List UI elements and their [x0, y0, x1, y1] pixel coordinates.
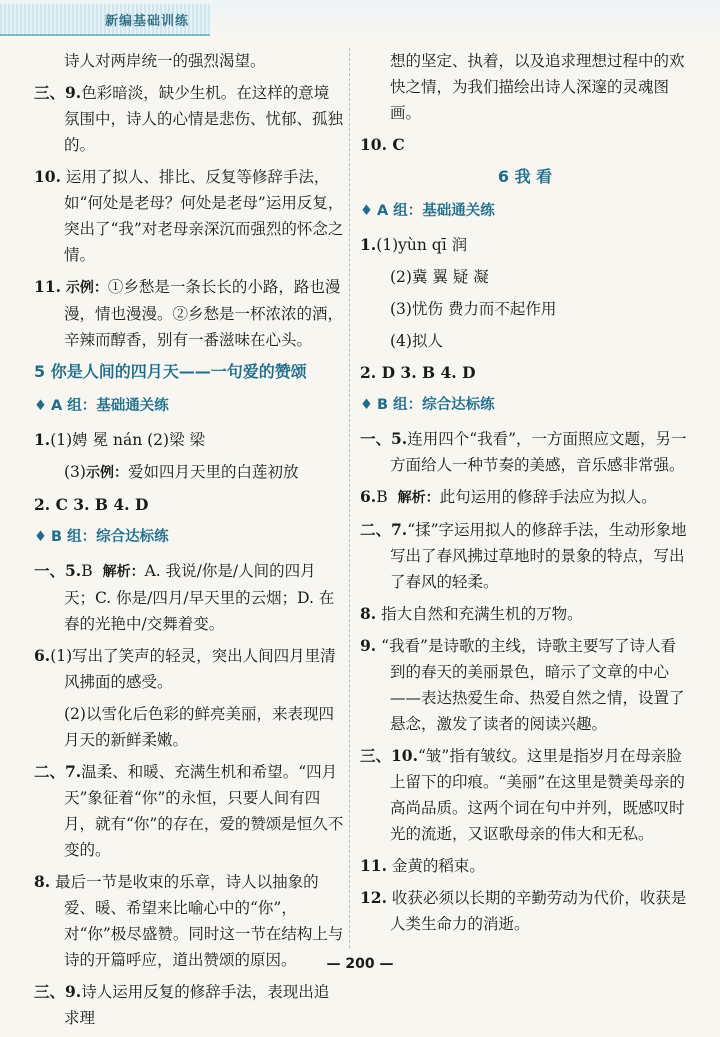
answer-r-a1-4: (4)拟人 [390, 332, 443, 350]
answer-r-a1-3: (3)忧伤 费力而不起作用 [390, 300, 557, 318]
right-column [360, 48, 690, 943]
answer-3-9: 三、9.色彩暗淡，缺少生机。在这样的意境氛围中，诗人的心情是悲伤、忧郁、孤独的。 [34, 83, 344, 154]
answer-11: 11. 示例：①乡愁是一条长长的小路，路也漫漫，情也漫漫。②乡愁是一杯浓浓的酒，辛辣而醇香，别有一番滋味在心头。 [34, 277, 344, 349]
answer-r-a2-4: 2. D 3. B 4. D [360, 363, 476, 382]
answer-a1: 1.(1)娉 冕 nán (2)梁 梁 [34, 430, 206, 449]
answer-r-b5: 一、5.连用四个“我看”，一方面照应文题，另一方面给人一种节奏的美感，音乐感非常强。 [360, 429, 687, 474]
answer-10: 10. 运用了拟人、排比、反复等修辞手法，如“何处是老母？何处是老母”运用反复，突出了“我”对老母亲深沉而强烈的怀念之情。 [34, 167, 344, 264]
section-6-title: 6 我 看 [497, 167, 553, 186]
answer-r-b10: 三、10.“皱”指有皱纹。这里是指岁月在母亲脸上留下的印痕。“美丽”在这里是赞美母亲的高尚品质。这两个词在句中并列，既感叹时光的流逝，又讴歌母亲的伟大和无私。 [360, 746, 685, 843]
section-5-title: 5 你是人间的四月天——一句爱的赞颂 [34, 362, 307, 381]
answer-r-b11: 11. 金黄的稻束。 [360, 856, 485, 875]
column-divider [349, 48, 350, 948]
answer-continuation: 诗人对两岸统一的强烈渴望。 [64, 52, 266, 70]
answer-b5: 一、5.B 解析：A. 我说/你是/人间的四月天；C. 你是/四月/早天里的云烟；D. 在春的光艳中/交舞着变。 [34, 561, 335, 633]
answer-r-b9: 9. “我看”是诗歌的主线，诗歌主要写了诗人看到的春天的美丽景色，暗示了文章的中心——表达热爱生命、热爱自然之情，设置了悬念，激发了读者的阅读兴趣。 [360, 636, 685, 733]
answer-b7: 二、7.温柔、和暖、充满生机和希望。“四月天”象征着“你”的永恒，只要人间有四月，就有“你”的存在，爱的赞颂是恒久不变的。 [34, 762, 344, 859]
diamond-icon: ♦ [360, 203, 373, 219]
brand-title: 新编基础训练 [105, 14, 190, 29]
answer-b9: 三、9.诗人运用反复的修辞手法，表现出追求理 [34, 982, 330, 1027]
answer-b6: 6.(1)写出了笑声的轻灵，突出人间四月里清风拂面的感受。 [34, 646, 336, 691]
answer-r-b7: 二、7.“揉”字运用拟人的修辞手法，生动形象地写出了春风拂过草地时的景象的特点，写出了春风的轻柔。 [360, 520, 687, 591]
answer-b6-2: (2)以雪化后色彩的鲜亮美丽，来表现四月天的新鲜柔嫩。 [64, 705, 334, 749]
page-number: — 200 — [326, 956, 394, 972]
answer-b8: 8. 最后一节是收束的乐章，诗人以抽象的爱、暖、希望来比喻心中的“你”，对“你”极尽盛赞。同时这一节在结构上与诗的开篇呼应，道出赞颂的原因。 [34, 872, 344, 969]
answer-r-b6: 6.B 解析：此句运用的修辞手法应为拟人。 [360, 487, 657, 506]
group-b-heading: ♦ B 组：综合达标练 [34, 529, 169, 545]
brand-banner [0, 4, 210, 36]
answer-r-b12: 12. 收获必须以长期的辛勤劳动为代价，收获是人类生命力的消逝。 [360, 888, 687, 933]
diamond-icon: ♦ [360, 397, 373, 413]
group-a-heading: ♦ A 组：基础通关练 [360, 203, 495, 219]
answer-r-b8: 8. 指大自然和充满生机的万物。 [360, 604, 583, 623]
group-a-heading: ♦ A 组：基础通关练 [34, 398, 169, 414]
diamond-icon: ♦ [34, 529, 47, 545]
answer-r10: 10. C [360, 135, 405, 154]
group-b-heading: ♦ B 组：综合达标练 [360, 397, 495, 413]
left-column [34, 48, 344, 1037]
answer-continuation-right: 想的坚定、执着，以及追求理想过程中的欢快之情，为我们描绘出诗人深邃的灵魂图画。 [390, 52, 685, 122]
header-bar [0, 0, 720, 38]
answer-a2-4: 2. C 3. B 4. D [34, 495, 149, 514]
answer-r-a1-2: (2)冀 翼 疑 凝 [390, 268, 489, 286]
answer-a1-3: (3)示例：爱如四月天里的白莲初放 [64, 463, 299, 481]
diamond-icon: ♦ [34, 398, 47, 414]
answer-r-a1: 1.(1)yùn qī 润 [360, 235, 468, 254]
